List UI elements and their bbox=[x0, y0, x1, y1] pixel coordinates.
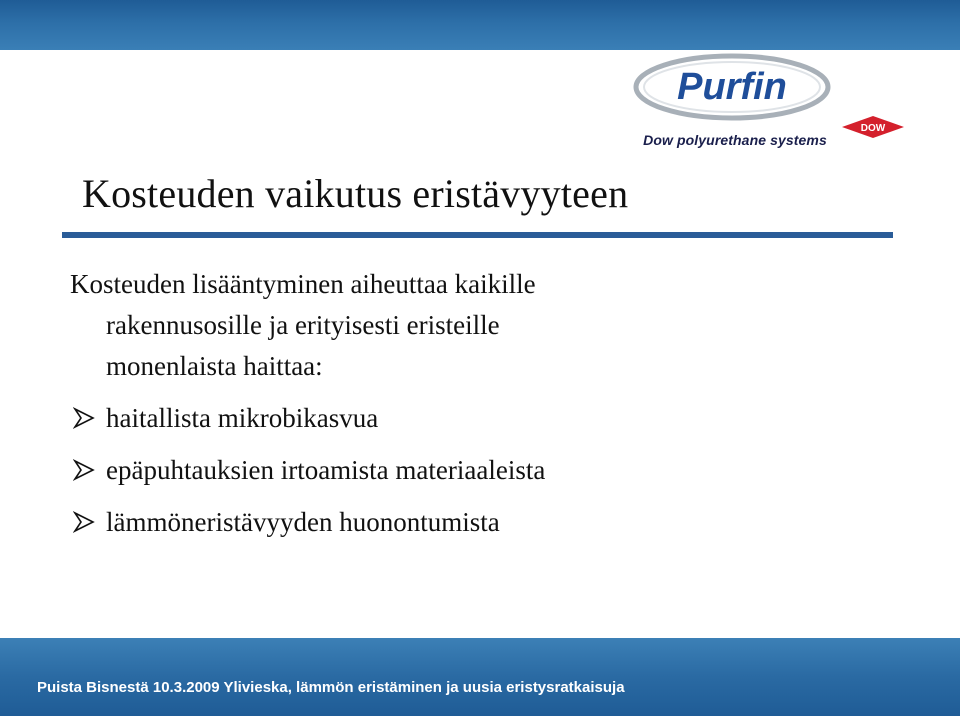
purfin-logo-text: Purfin bbox=[677, 66, 787, 108]
arrow-right-icon bbox=[73, 459, 95, 481]
logo-block bbox=[625, 52, 945, 152]
intro-paragraph bbox=[70, 264, 770, 387]
dow-logo-text: DOW bbox=[860, 123, 886, 134]
bullet-item bbox=[73, 392, 793, 444]
footer-banner bbox=[0, 638, 960, 716]
bullet-list bbox=[73, 392, 793, 548]
dow-logo bbox=[842, 116, 904, 138]
bullet-item bbox=[73, 496, 793, 548]
arrow-right-icon bbox=[73, 511, 95, 533]
bullet-text: haitallista mikrobikasvua bbox=[106, 402, 379, 433]
intro-line: Kosteuden lisääntyminen aiheuttaa kaikille bbox=[70, 269, 536, 299]
bullet-text: lämmöneristävyyden huonontumista bbox=[106, 506, 500, 537]
bullet-item bbox=[73, 444, 793, 496]
logo-tagline: Dow polyurethane systems bbox=[643, 132, 827, 148]
bullet-text: epäpuhtauksien irtoamista materiaaleista bbox=[106, 454, 546, 485]
arrow-right-icon bbox=[73, 407, 95, 429]
purfin-logo bbox=[632, 52, 832, 122]
footer-text: Puista Bisnestä 10.3.2009 Ylivieska, lämmön eristäminen ja uusia eristysratkaisuja bbox=[37, 679, 625, 696]
intro-line: monenlaista haittaa: bbox=[106, 351, 323, 381]
slide-title: Kosteuden vaikutus eristävyyteen bbox=[82, 171, 629, 216]
title-divider bbox=[62, 232, 893, 238]
intro-line: rakennusosille ja erityisesti eristeille bbox=[106, 310, 500, 340]
top-banner bbox=[0, 0, 960, 50]
